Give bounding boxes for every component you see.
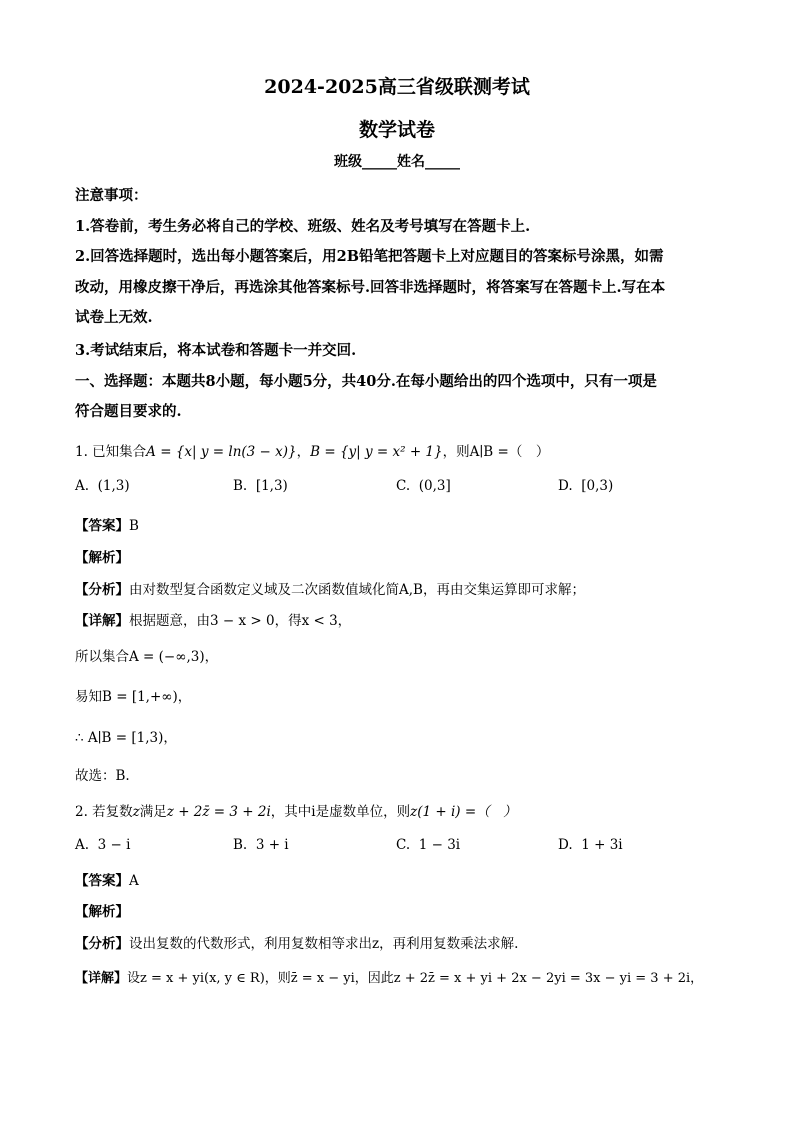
option-letter: A.	[75, 478, 90, 494]
answer-tag: 【答案】	[75, 518, 129, 534]
question-1-set-a: A = {x| y = ln(3 − x)}	[146, 444, 297, 460]
fenxi-text: 设出复数的代数形式，利用复数相等求出z，再利用复数乘法求解.	[129, 936, 519, 952]
question-2-option-b	[233, 837, 289, 853]
question-2-equation: z + 2z̄ = 3 + 2i	[166, 804, 271, 820]
question-1-fenxi	[75, 578, 585, 598]
notes-item-3: 3.考试结束后，将本试卷和答题卡一并交回.	[75, 342, 357, 359]
section-1-heading-line-2: 符合题目要求的.	[75, 403, 182, 420]
option-value: 1 + 3i	[581, 837, 623, 853]
answer-value: B	[129, 518, 139, 534]
question-2-text-3: ，其中i是虚数单位，则	[270, 804, 411, 820]
question-1-answer	[75, 514, 139, 534]
question-2-analysis-tag: 【解析】	[75, 904, 129, 920]
question-2-option-a	[75, 837, 130, 853]
option-value: (1,3)	[97, 478, 130, 494]
xiangjie-tag: 【详解】	[75, 971, 128, 986]
question-1-conclusion: 故选：B.	[75, 768, 130, 784]
question-1-option-c	[396, 478, 451, 494]
option-value: [0,3)	[581, 478, 614, 494]
question-2-expr: z(1 + i) =（ ）	[410, 804, 517, 820]
question-1-option-d	[558, 478, 613, 494]
notes-item-1: 1.答卷前，考生务必将自己的学校、班级、姓名及考号填写在答题卡上.	[75, 218, 531, 235]
xiangjie-tag: 【详解】	[75, 613, 129, 629]
question-2-option-c	[396, 837, 460, 853]
question-1-prefix: 1. 已知集合	[75, 444, 147, 460]
option-value: 3 − i	[97, 837, 131, 853]
question-1-step-4: ∴ A∣B = [1,3)，	[75, 730, 177, 746]
question-1-stem	[75, 440, 549, 460]
option-value: [1,3)	[255, 478, 288, 494]
section-1-heading-line-1: 一、选择题：本题共8小题，每小题5分，共40分.在每小题给出的四个选项中，只有一项是	[75, 373, 657, 390]
question-2-answer	[75, 869, 139, 889]
question-2-option-d	[558, 837, 623, 853]
question-2-text: 满足	[139, 804, 167, 820]
fenxi-tag: 【分析】	[75, 936, 129, 952]
question-1-step-2: 所以集合A = (−∞,3)，	[75, 649, 219, 665]
question-1-sep: ，	[296, 444, 311, 460]
notes-item-2-line-1: 2.回答选择题时，选出每小题答案后，用2B铅笔把答题卡上对应题目的答案标号涂黑，如需	[75, 248, 664, 265]
option-letter: A.	[75, 837, 90, 853]
option-value: 1 − 3i	[418, 837, 461, 853]
question-2-fenxi	[75, 932, 518, 952]
question-1-step-3: 易知B = [1,+∞)，	[75, 689, 192, 705]
question-1-option-b	[233, 478, 288, 494]
question-2-prefix: 2. 若复数	[75, 804, 133, 820]
answer-value: A	[129, 873, 139, 889]
notes-item-2-line-3: 试卷上无效.	[75, 309, 153, 326]
xiangjie-text: 设z = x + yi(x, y ∈ R)，则z̄ = x − yi，因此z + 2z̄ = x + yi + 2x − 2yi = 3x − yi = 3 + 2i，	[127, 971, 704, 986]
class-name-line: 班级_____姓名_____	[334, 154, 460, 170]
fenxi-text: 由对数型复合函数定义域及二次函数值域化简A,B，再由交集运算即可求解；	[129, 582, 585, 598]
option-letter: D.	[558, 837, 573, 853]
notes-item-2-line-2: 改动，用橡皮擦干净后，再选涂其他答案标号.回答非选择题时，将答案写在答题卡上.写在本	[75, 279, 666, 296]
question-1-set-b: B = {y| y = x² + 1}	[310, 444, 443, 460]
option-letter: D.	[558, 478, 573, 494]
option-letter: B.	[233, 837, 248, 853]
xiangjie-text: 根据题意，由3 − x > 0，得x < 3，	[129, 613, 352, 629]
option-value: 3 + i	[255, 837, 289, 853]
fenxi-tag: 【分析】	[75, 582, 129, 598]
question-1-xiangjie	[75, 609, 351, 629]
exam-subtitle: 数学试卷	[358, 119, 435, 141]
question-2-stem	[75, 800, 517, 820]
exam-title: 2024-2025高三省级联测考试	[264, 76, 530, 98]
option-letter: C.	[396, 478, 411, 494]
question-2-var: z	[132, 804, 140, 820]
question-1-option-a	[75, 478, 130, 494]
question-2-xiangjie	[75, 967, 703, 986]
answer-tag: 【答案】	[75, 873, 129, 889]
notes-heading: 注意事项：	[75, 187, 148, 204]
option-value: (0,3]	[418, 478, 451, 494]
option-letter: B.	[233, 478, 248, 494]
question-1-analysis-tag: 【解析】	[75, 550, 129, 566]
question-1-tail: ，则A∣B =（ ）	[442, 444, 550, 460]
option-letter: C.	[396, 837, 411, 853]
